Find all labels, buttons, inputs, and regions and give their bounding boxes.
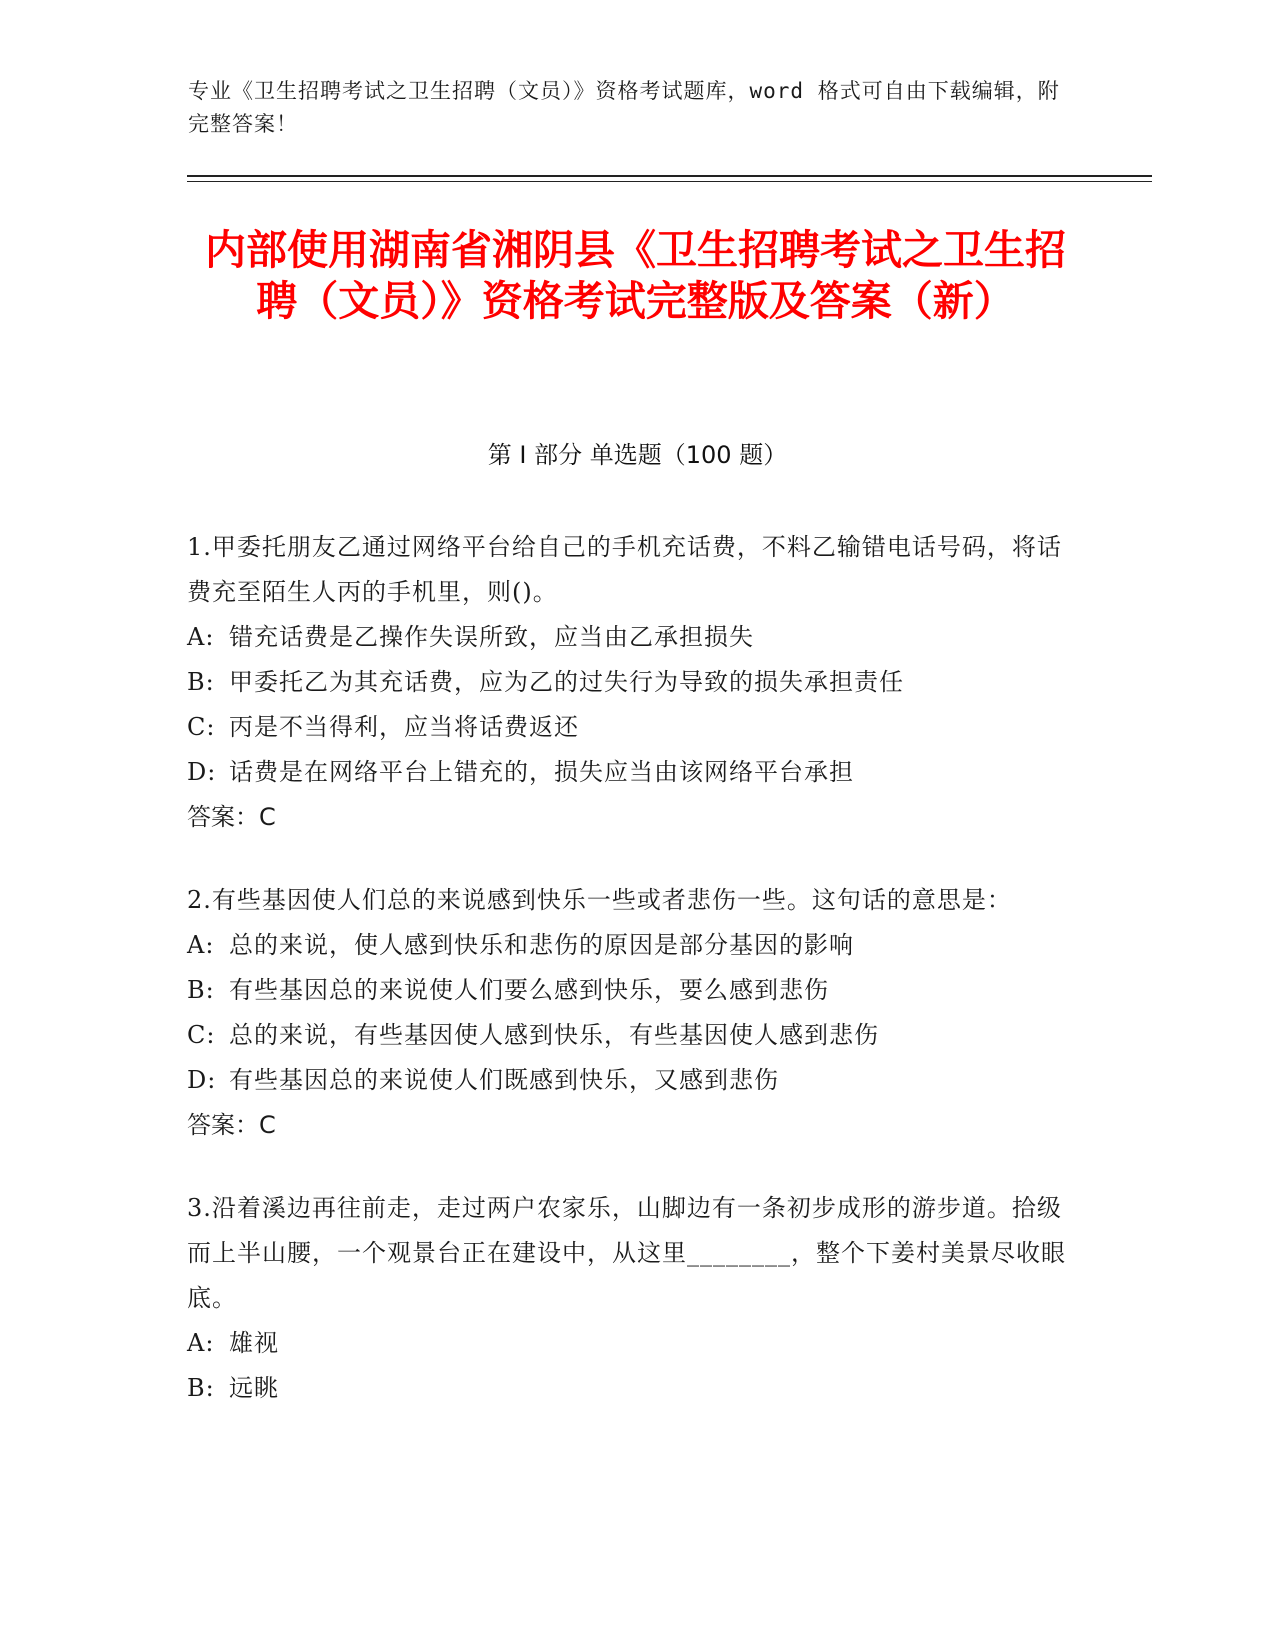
question-stem: 1.甲委托朋友乙通过网络平台给自己的手机充话费，不料乙输错电话号码，将话费充至陌生人丙的手机里，则()。 (187, 533, 1062, 606)
option-letter: B: (187, 976, 215, 1004)
option-b (187, 1366, 1067, 1411)
option-c (187, 1013, 1067, 1058)
option-letter: B: (187, 668, 215, 696)
question-1 (187, 525, 1067, 840)
answer-line: 答案：C (187, 803, 276, 831)
option-b (187, 968, 1067, 1013)
option-text: 总的来说，使人感到快乐和悲伤的原因是部分基因的影响 (229, 931, 854, 959)
option-b (187, 660, 1067, 705)
option-a (187, 1321, 1067, 1366)
document-title: 内部使用湖南省湘阴县《卫生招聘考试之卫生招聘（文员）》资格考试完整版及答案（新） (205, 226, 1066, 325)
question-stem: 3.沿着溪边再往前走，走过两户农家乐，山脚边有一条初步成形的游步道。拾级而上半山腰，一个观景台正在建设中，从这里________，整个下姜村美景尽收眼底。 (187, 1194, 1066, 1312)
option-text: 丙是不当得利，应当将话费返还 (229, 713, 579, 741)
option-letter: C: (187, 1021, 216, 1049)
option-letter: C: (187, 713, 216, 741)
option-c (187, 705, 1067, 750)
option-text: 总的来说，有些基因使人感到快乐，有些基因使人感到悲伤 (229, 1021, 879, 1049)
option-d (187, 1058, 1067, 1103)
question-list (187, 525, 1067, 1449)
header-divider-thick (187, 175, 1152, 177)
question-3 (187, 1186, 1067, 1411)
question-2 (187, 878, 1067, 1148)
option-letter: B: (187, 1374, 215, 1402)
option-letter: D: (187, 758, 217, 786)
option-letter: A: (187, 623, 215, 651)
header-divider-thin (187, 181, 1152, 182)
option-text: 有些基因总的来说使人们要么感到快乐，要么感到悲伤 (229, 976, 829, 1004)
option-d (187, 750, 1067, 795)
header-note: 专业《卫生招聘考试之卫生招聘（文员）》资格考试题库，word 格式可自由下载编辑，附完整答案！ (188, 79, 1060, 136)
question-stem: 2.有些基因使人们总的来说感到快乐一些或者悲伤一些。这句话的意思是： (187, 886, 1012, 914)
option-a (187, 923, 1067, 968)
option-letter: D: (187, 1066, 217, 1094)
option-text: 有些基因总的来说使人们既感到快乐，又感到悲伤 (229, 1066, 779, 1094)
option-text: 话费是在网络平台上错充的，损失应当由该网络平台承担 (229, 758, 854, 786)
option-letter: A: (187, 1329, 215, 1357)
option-a (187, 615, 1067, 660)
section-heading: 第 I 部分 单选题（100 题） (487, 441, 788, 469)
option-text: 甲委托乙为其充话费，应为乙的过失行为导致的损失承担责任 (229, 668, 904, 696)
option-letter: A: (187, 931, 215, 959)
option-text: 远眺 (229, 1374, 279, 1402)
answer-line: 答案：C (187, 1111, 276, 1139)
option-text: 雄视 (229, 1329, 279, 1357)
option-text: 错充话费是乙操作失误所致，应当由乙承担损失 (229, 623, 754, 651)
